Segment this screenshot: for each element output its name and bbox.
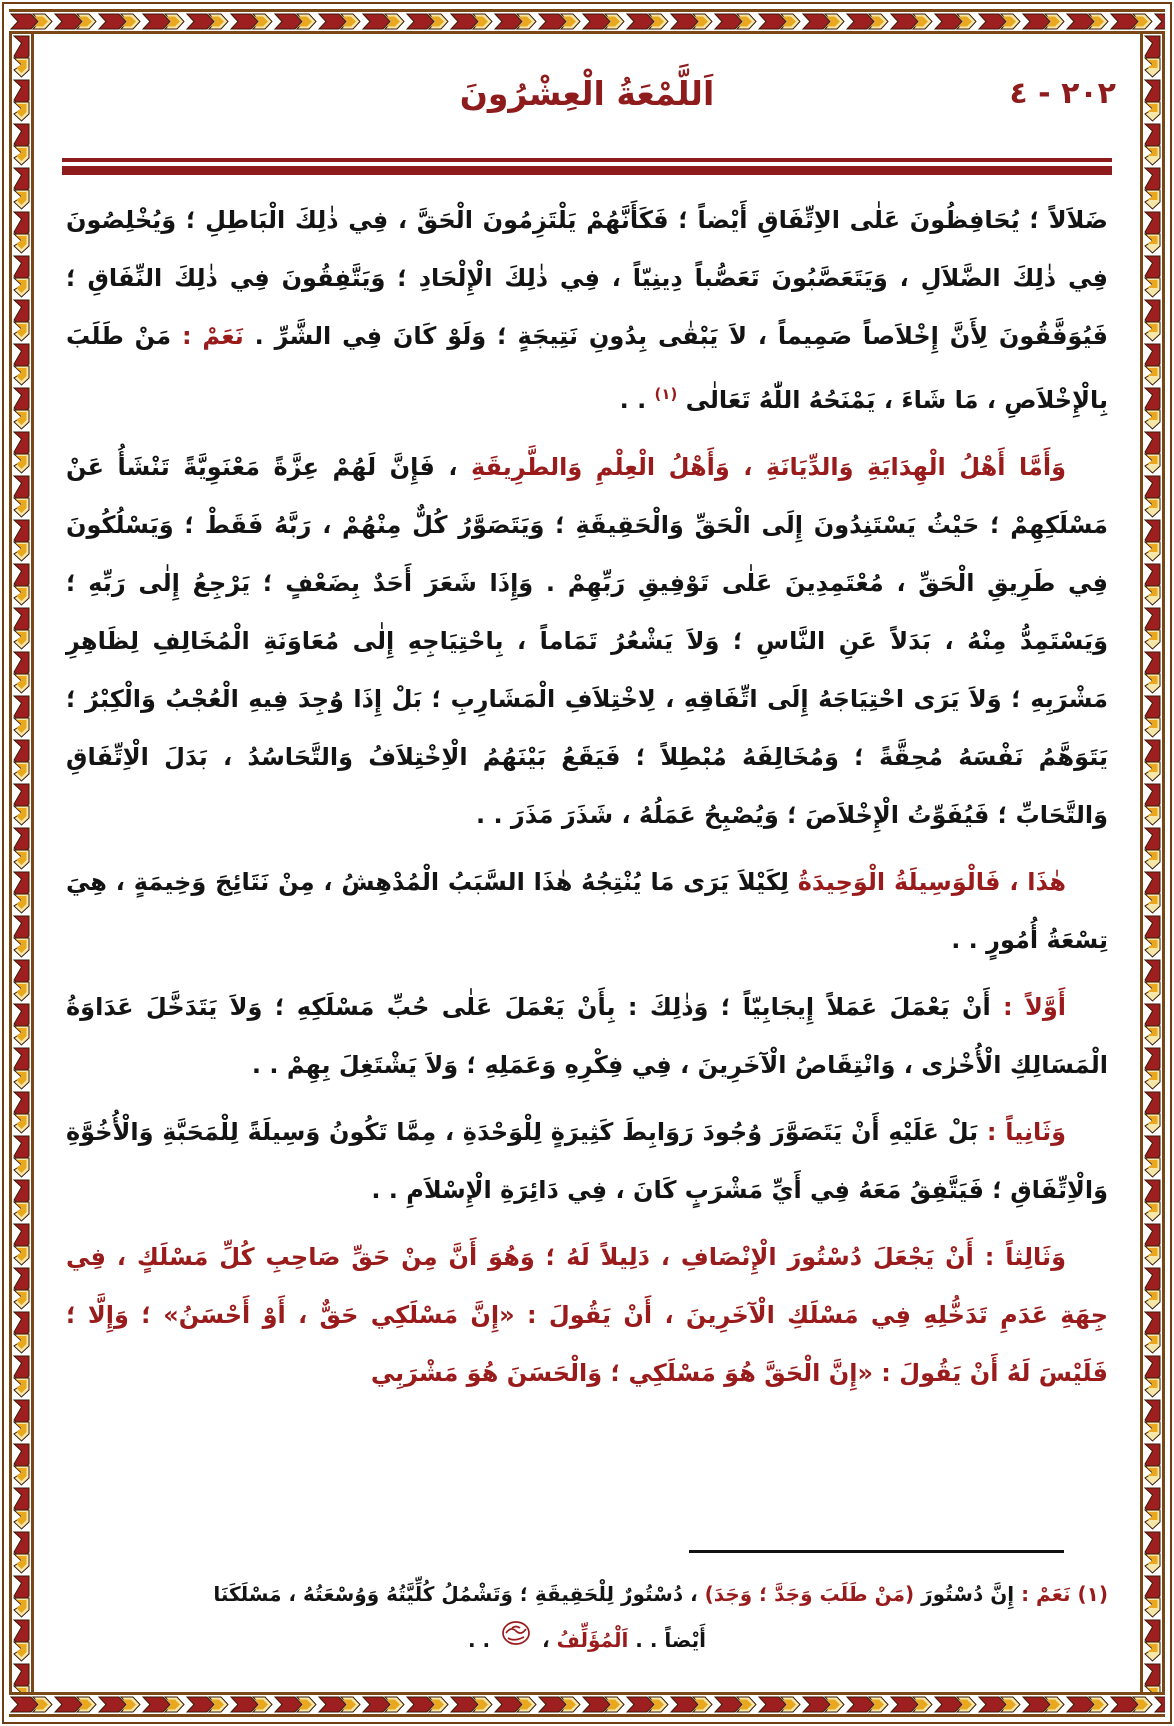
body-run: ضَلاَلاً ؛ يُحَافِظُونَ عَلٰى الاِتِّفَاقِ أَيْضاً ؛ فَكَأَنَّهُمْ يَلْتَزِمُونَ الْحَقَّ ، فِي ذٰلِكَ الْبَاطِلِ ؛ وَيُخْلِصُونَ فِي ذٰلِكَ الضَّلاَلِ ، وَيَتَعَصَّبُونَ تَعَصُّباً دِينِيّاً ، فِي ذٰلِكَ الْإِلْحَادِ ؛ وَيَتَّفِقُونَ فِي ذٰلِكَ النِّفَاقِ ؛ فَيُوَفَّقُونَ لِأَنَّ إِخْلاَصاً صَمِيماً ، لاَ يَبْقٰى بِدُونِ نَتِيجَةٍ ؛ وَلَوْ كَانَ فِي الشَّرِّ . <box>66 206 1108 350</box>
highlighted-text: (١) <box>654 385 678 403</box>
highlighted-text: وَثَانِياً : <box>978 1118 1066 1146</box>
paragraph <box>66 1103 1108 1219</box>
paragraph <box>66 853 1108 969</box>
page-number: ٢٠٢ - ٤ <box>1009 76 1116 111</box>
body-run: إِنَّ دُسْتُورَ <box>914 1581 1015 1606</box>
ornamental-chain-border-right <box>1140 34 1165 1692</box>
highlighted-text: وَثَالِثاً : أَنْ يَجْعَلَ دُسْتُورَ الْإِنْصَافِ ، دَلِيلاً لَهُ ؛ وَهُوَ أَنَّ مِنْ حَقِّ صَاحِبِ كُلِّ مَسْلَكٍ ، فِي جِهَةِ عَدَمِ تَدَخُّلِهِ فِي مَسْلَكِ الْآخَرِينَ ، أَنْ يَقُولَ : «إِنَّ مَسْلَكِي حَقٌّ ، أَوْ أَحْسَنُ» ؛ وَإِلَّا ؛ فَلَيْسَ لَهُ أَنْ يَقُولَ : «إِنَّ الْحَقَّ هُوَ مَسْلَكِي ؛ وَالْحَسَنَ هُوَ مَشْرَبِي <box>66 1243 1108 1387</box>
chain-pattern <box>12 34 31 1692</box>
body-run: بَلْ عَلَيْهِ أَنْ يَتَصَوَّرَ وُجُودَ رَوَابِطَ كَثِيرَةٍ لِلْوَحْدَةِ ، مِمَّا تَكُونُ وَسِيلَةً لِلْمَحَبَّةِ وَالْأُخُوَّةِ وَالْاِتِّفَاقِ ؛ فَيَتَّفِقُ مَعَهُ فِي أَيِّ مَشْرَبٍ كَانَ ، فِي دَائِرَةِ الْإِسْلاَمِ . . <box>66 1118 1108 1204</box>
footnote-author: اَلْمُؤَلِّفُ <box>556 1627 629 1652</box>
body-run: ، فَإِنَّ لَهُمْ عِزَّةً مَعْنَوِيَّةً تَنْشَأُ عَنْ مَسْلَكِهِمْ ؛ حَيْثُ يَسْتَنِدُونَ إِلَى الْحَقِّ وَالْحَقِيقَةِ ؛ وَيَتَصَوَّرُ كُلٌّ مِنْهُمْ ، رَبَّهُ فَقَطْ ؛ وَيَسْلُكُونَ فِي طَرِيقِ الْحَقِّ ، مُعْتَمِدِينَ عَلٰى تَوْفِيقِ رَبِّهِمْ . وَإِذَا شَعَرَ أَحَدٌ بِضَعْفٍ ؛ يَرْجِعُ إِلٰى رَبِّهِ ؛ وَيَسْتَمِدُّ مِنْهُ ، بَدَلاً عَنِ النَّاسِ ؛ وَلاَ يَشْعُرُ تَمَاماً ، بِاحْتِيَاجِهِ إِلٰى مُعَاوَنَةِ الْمُخَالِفِ لِظَاهِرِ مَشْرَبِهِ ؛ وَلاَ يَرَى احْتِيَاجَهُ إِلَى اتِّفَاقِهِ ، لِاخْتِلاَفِ الْمَشَارِبِ ؛ بَلْ إِذَا وُجِدَ فِيهِ الْعُجْبُ وَالْكِبْرُ ؛ يَتَوَهَّمُ نَفْسَهُ مُحِقَّةً ؛ وَمُخَالِفَهُ مُبْطِلاً ؛ فَيَقَعُ بَيْنَهُمُ الْاِخْتِلاَفُ وَالتَّحَاسُدُ ، بَدَلَ الْاِتِّفَاقِ وَالتَّحَابِّ ؛ فَيُفَوِّتُ الْإِخْلاَصَ ؛ وَيُصْبِحُ عَمَلُهُ ، شَذَرَ مَذَرَ . . <box>66 453 1108 829</box>
ornamental-chain-border-bottom <box>9 1692 1165 1717</box>
body-text <box>40 175 1134 1402</box>
body-run: أَنْ يَعْمَلَ عَمَلاً إِيجَابِيّاً ؛ وَذٰلِكَ : بِأَنْ يَعْمَلَ عَلٰى حُبِّ مَسْلَكِهِ ؛ وَلاَ يَتَدَخَّلَ عَدَاوَةُ الْمَسَالِكِ الْأُخْرٰى ، وَانْتِقَاصُ الْآخَرِينَ ، فِي فِكْرِهِ وَعَمَلِهِ ؛ وَلاَ يَشْتَغِلَ بِهِمْ . . <box>66 993 1108 1079</box>
highlighted-text: أَوَّلاً : <box>990 993 1066 1021</box>
paragraph <box>66 1228 1108 1402</box>
body-run: . . <box>619 386 655 414</box>
ornamental-chain-border-top <box>9 9 1165 34</box>
body-run: ، دُسْتُورٌ لِلْحَقِيقَةِ ؛ وَتَشْمُلُ كُلِّيَّتُهُ وَوُسْعَتُهُ ، مَسْلَكَنَا <box>213 1581 705 1606</box>
paragraph <box>66 978 1108 1094</box>
highlighted-text: (١) نَعَمْ : <box>1014 1581 1108 1606</box>
highlighted-text: (مَنْ طَلَبَ وَجَدَّ ؛ وَجَدَ) <box>704 1581 915 1606</box>
footnote-text-post: . . <box>468 1627 491 1652</box>
ornamental-chain-border-left <box>9 34 34 1692</box>
author-seal-icon <box>499 1618 533 1664</box>
chain-pattern <box>9 1695 1165 1714</box>
page-title: اَللَّمْعَةُ الْعِشْرُونَ <box>459 74 715 113</box>
body-run: مَنْ طَلَبَ بِالْإِخْلاَصِ ، مَا شَاءَ ، يَمْنَحُهُ اللّٰهُ تَعَالٰى <box>66 322 1108 414</box>
footnote-line-2 <box>66 1617 1108 1665</box>
chain-pattern <box>9 12 1165 31</box>
footnote-text-pre: أَيْضاً . . <box>628 1627 706 1652</box>
paragraph <box>66 438 1108 844</box>
footnote-separator <box>689 1550 1064 1553</box>
page-content <box>40 40 1134 1686</box>
page-header <box>40 40 1134 152</box>
footnote-line-1 <box>66 1571 1108 1617</box>
header-rule <box>62 158 1112 175</box>
highlighted-text: هٰذَا ، فَالْوَسِيلَةُ الْوَحِيدَةُ <box>797 868 1067 896</box>
footnote-text-mid: ، <box>535 1627 550 1652</box>
highlighted-text: وَأَمَّا أَهْلُ الْهِدَايَةِ وَالدِّيَانَةِ ، وَأَهْلُ الْعِلْمِ وَالطَّرِيقَةِ <box>470 453 1066 481</box>
paragraph <box>66 191 1108 429</box>
highlighted-text: نَعَمْ : <box>171 322 244 350</box>
body-run: لِكَيْلاَ يَرَى مَا يُنْتِجُهُ هٰذَا السَّبَبُ الْمُدْهِشُ ، مِنْ نَتَائِجَ وَخِيمَةٍ ، هِيَ تِسْعَةُ أُمُورٍ . . <box>66 868 1108 954</box>
chain-pattern <box>1143 34 1162 1692</box>
footnote <box>66 1550 1108 1665</box>
